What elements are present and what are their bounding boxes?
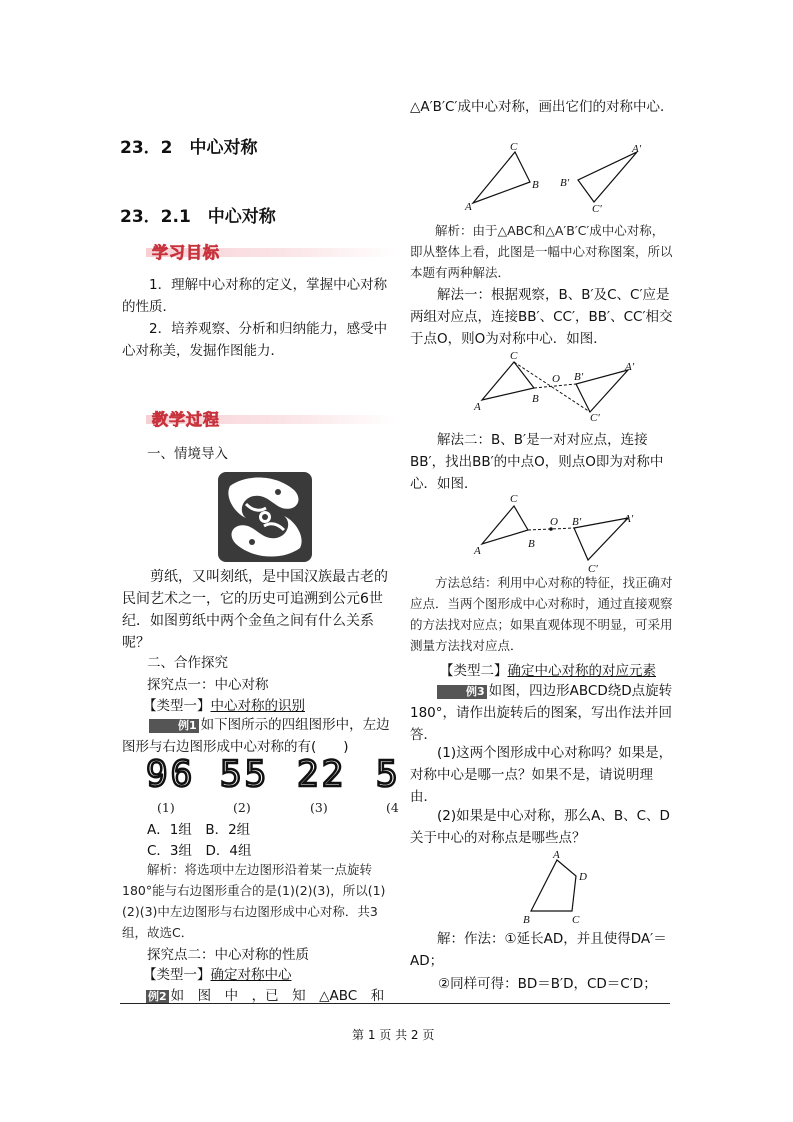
method-1: 解法一：根据观察，B、B′及C、C′应是两组对应点，连接BB′、CC′，BB′、CC′相交于点O，则O为对称中心．如图． xyxy=(410,287,673,347)
explore-point-2: 探究点二：中心对称的性质 xyxy=(147,947,309,963)
fig1-label-a: A xyxy=(465,201,472,212)
caption-3: (3) xyxy=(310,800,328,815)
footer-divider xyxy=(120,1003,670,1004)
fig4-label-d: D xyxy=(579,871,587,883)
type2-label: 确定中心对称的对应元素 xyxy=(507,663,656,679)
fig3-label-a1: A′ xyxy=(624,513,634,525)
fig1-label-b: B xyxy=(532,179,539,191)
fig3-label-b: B xyxy=(528,538,535,550)
fig4-label-b: B xyxy=(523,914,530,926)
example-2-text: 如 图 中 ，已 知 △ABC 和 xyxy=(170,988,385,1004)
options-cd: C．3组 D．4组 xyxy=(147,843,252,859)
question-1: (1)这两个图形成中心对称吗？如果是，对称中心是哪一点？如果不是，请说明理由． xyxy=(410,745,673,805)
fig1-label-b1: B′ xyxy=(560,177,570,189)
subsection-title: 23．2.1 中心对称 xyxy=(120,207,276,227)
fig2-label-a: A xyxy=(474,401,481,413)
solution-step-1: 解：作法：①延长AD，并且使得DA′＝AD； xyxy=(410,931,667,969)
fig2-label-b: B xyxy=(532,393,539,405)
section-title: 23．2 中心对称 xyxy=(120,138,258,158)
example-3-badge: 例3 xyxy=(437,685,487,699)
learning-goals-label: 学习目标 xyxy=(152,243,221,262)
fig4-label-a: A xyxy=(553,849,560,861)
type1b-label: 确定对称中心 xyxy=(210,967,292,983)
caption-4: (4 xyxy=(386,800,399,815)
example-1 xyxy=(122,714,390,758)
example-3-text: 如图，四边形ABCD绕D点旋转180°，请作出旋转后的图案，写出作法并回答． xyxy=(410,683,673,743)
solution-step-2: ②同样可得：BD＝B′D，CD＝C′D； xyxy=(438,976,657,992)
analysis-1: 解析：将选项中左边图形沿着某一点旋转180°能与右边图形重合的是(1)(2)(3)，所以(1)(2)(3)中左边图形与右边图形成中心对称．共3组，故选C． xyxy=(122,862,386,940)
triangles-figure xyxy=(460,140,660,212)
intro-heading: 一、情境导入 xyxy=(147,446,228,462)
fig2-label-a1: A′ xyxy=(625,361,635,373)
quadrilateral-figure xyxy=(520,846,600,926)
digit-pair-4: 5 xyxy=(376,754,401,795)
fig3-label-c1: C′ xyxy=(588,563,598,572)
fig3-label-c: C xyxy=(510,493,518,505)
page-footer: 第 1 页 共 2 页 xyxy=(352,1028,435,1042)
method-2: 解法二：B、B′是一对对应点，连接BB′，找出BB′的中点O，则点O即为对称中心．如图． xyxy=(410,432,664,492)
digit-pair-3: 22 xyxy=(297,754,347,795)
explore-point-1: 探究点一：中心对称 xyxy=(147,677,269,693)
method-summary: 方法总结：利用中心对称的特征，找正确对应点．当两个图形成中心对称时，通过直接观察的方法找对应点；如果直观体现不明显，可采用测量方法找对应点． xyxy=(410,575,673,653)
teaching-process-banner xyxy=(146,407,396,431)
example-2-continued: △A′B′C′成中心对称，画出它们的对称中心． xyxy=(410,99,674,115)
example-3 xyxy=(410,680,676,746)
caption-2: (2) xyxy=(233,800,251,815)
type2-bracket: 【类型二】 xyxy=(440,663,508,679)
example-1-text: 如下图所示的四组图形中，左边图形与右边图形成中心对称的有( ) xyxy=(122,717,390,755)
teaching-process-label: 教学过程 xyxy=(152,410,221,429)
goal-1: 1．理解中心对称的定义，掌握中心对称的性质． xyxy=(122,277,388,315)
fig1-label-c: C xyxy=(510,141,518,153)
analysis-2: 解析：由于△ABC和△A′B′C′成中心对称，即从整体上看，此图是一幅中心对称图案，所以本题有两种解法． xyxy=(410,223,673,280)
fig2-label-c1: C′ xyxy=(590,412,600,422)
fig2-label-b1: B′ xyxy=(574,371,584,383)
fig3-label-o: O xyxy=(550,516,558,528)
method1-figure xyxy=(470,350,650,422)
digit-pair-1: 96 xyxy=(146,754,196,795)
question-2: (2)如果是中心对称，那么A、B、C、D关于中心的对称点是哪些点？ xyxy=(410,808,670,846)
type1b-heading xyxy=(143,963,292,983)
caption-1: (1) xyxy=(157,800,175,815)
method2-figure xyxy=(470,492,650,572)
options-ab: A．1组 B．2组 xyxy=(147,822,251,838)
intro-text: 剪纸，又叫刻纸，是中国汉族最古老的民间艺术之一，它的历史可追溯到公元6世纪．如图剪纸中两个金鱼之间有什么关系呢？ xyxy=(122,569,388,651)
type1-bracket: 【类型一】 xyxy=(143,698,211,714)
fig1-label-a1: A′ xyxy=(632,143,642,155)
learning-goals-banner xyxy=(146,240,396,264)
cooperation-heading: 二、合作探究 xyxy=(147,655,228,671)
goal-2: 2．培养观察、分析和归纳能力，感受中心对称美，发掘作图能力． xyxy=(122,321,388,359)
type2-heading xyxy=(440,659,656,679)
fig3-label-a: A xyxy=(474,545,481,557)
fig1-label-c1: C′ xyxy=(592,203,602,212)
type1b-bracket: 【类型一】 xyxy=(143,967,211,983)
example-1-badge: 例1 xyxy=(149,719,199,733)
fig3-label-b1: B′ xyxy=(572,516,582,528)
example-2-badge: 例2 xyxy=(148,990,167,1003)
type1-heading xyxy=(143,694,305,714)
example-2 xyxy=(146,984,384,1004)
fig2-label-c: C xyxy=(510,350,518,362)
paper-cut-fish-image xyxy=(216,468,314,566)
fig2-label-o: O xyxy=(552,373,560,385)
fig4-label-c: C xyxy=(572,914,580,926)
digit-pair-2: 55 xyxy=(220,754,270,795)
type1-label: 中心对称的识别 xyxy=(210,698,305,714)
